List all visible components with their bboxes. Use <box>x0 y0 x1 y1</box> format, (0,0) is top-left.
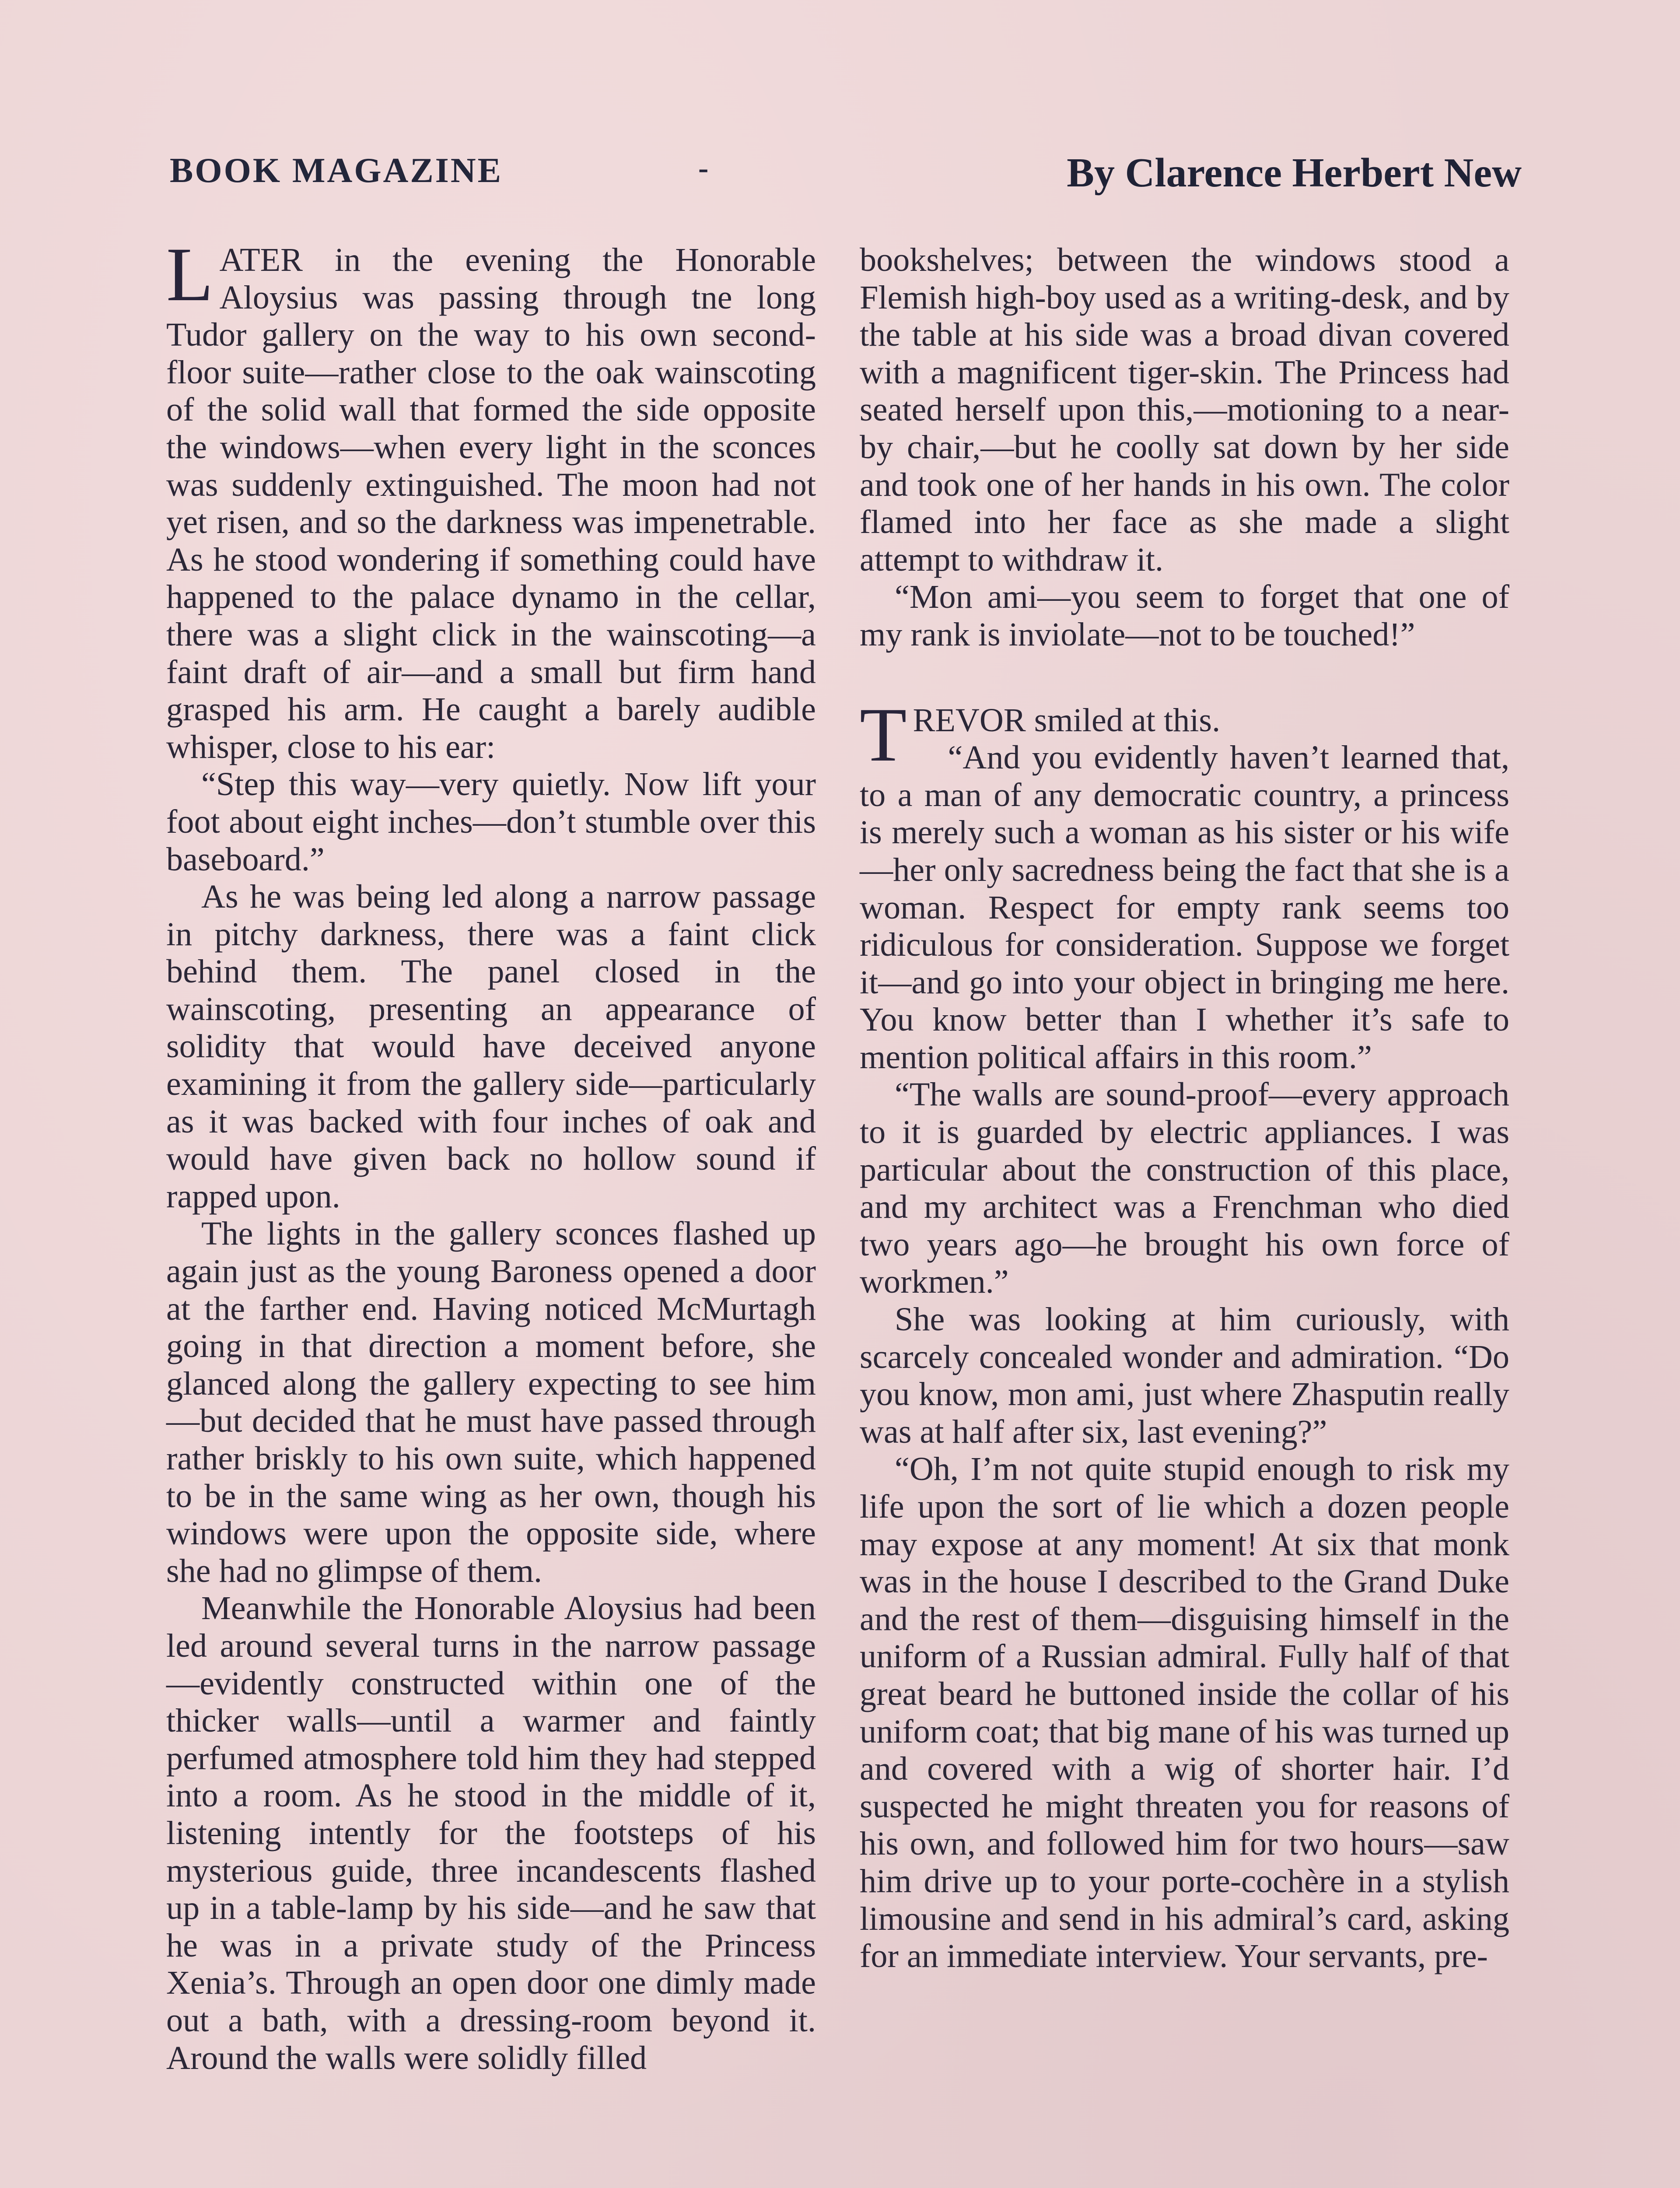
header-separator: - <box>698 151 709 185</box>
drop-cap: L <box>166 232 214 317</box>
section-break <box>860 654 1509 702</box>
paragraph: As he was being led along a narrow passage in pitchy darkness, there was a faint click behind them. The panel closed in the wainscoting, presenting an appearance of solidity that would have deceived anyone examining it from the gallery side—particularly as it was backed with four inches of oak and would have given back no hollow sound if rapped upon. <box>166 878 816 1215</box>
paragraph: She was looking at him curiously, with scarcely concealed wonder and admiration. “Do you know, mon ami, just where Zhasputin really was at half after six, last evening?” <box>860 1301 1509 1450</box>
running-header <box>170 151 1522 199</box>
paragraph: “Oh, I’m not quite stupid enough to risk my life upon the sort of lie which a dozen people may expose at any moment! At six that monk was in the house I described to the Grand Duke and the rest of them—disguising himself in the uniform of a Russian admiral. Fully half of that great beard he buttoned inside the collar of his uniform coat; that big mane of his was turned up and covered with a wig of shorter hair. I’d suspected he might threaten you for reasons of his own, and followed him for two hours—saw him drive up to your porte-cochère in a stylish limousine and send in his admiral’s card, asking for an immediate interview. Your servants, pre- <box>860 1451 1509 1975</box>
paragraph: The lights in the gallery sconces flashed up again just as the young Baroness opened a door at the farther end. Having noticed McMurtagh going in that direction a moment before, she glanced along the gallery expecting to see him—but decided that he must have passed through rather briskly to his own suite, which happened to be in the same wing as her own, though his windows were upon the opposite side, where she had no glimpse of them. <box>166 1215 816 1589</box>
paragraph: “Step this way—very quietly. Now lift your foot about eight inches—don’t stumble over this baseboard.” <box>166 766 816 878</box>
section-opening-paragraph <box>860 692 1509 1076</box>
paragraph-text: “And you evidently haven’t learned that, to a man of any democratic country, a princess is merely such a woman as his sister or his wife—her only sacredness being the fact that she is a woman. Respect for empty rank seems too ridiculous for consideration. Suppose we forget it—and go into your object in bringing me here. You know better than I whether it’s safe to mention political affairs in this room.” <box>860 739 1509 1076</box>
opening-paragraph <box>166 232 816 766</box>
paragraph: bookshelves; between the windows stood a Flemish high-boy used as a writing-desk, and by the table at his side was a broad divan covered with a magnificent tiger-skin. The Princess had seated herself upon this,—motioning to a near-by chair,—but he coolly sat down by her side and took one of her hands in his own. The color flamed into her face as she made a slight attempt to withdraw it. <box>860 242 1509 578</box>
drop-cap: T <box>860 692 907 778</box>
paragraph: “The walls are sound-proof—every approach to it is guarded by electric appliances. I was particular about the construction of this place, and my architect was a Frenchman who died two years ago—he brought his own force of workmen.” <box>860 1076 1509 1301</box>
author-byline: By Clarence Herbert New <box>1067 150 1522 196</box>
paragraph: Meanwhile the Honorable Aloysius had been led around several turns in the narrow passage—evidently constructed within one of the thicker walls—until a warmer and faintly perfumed atmosphere told him they had stepped into a room. As he stood in the middle of it, listening intently for the footsteps of his mysterious guide, three incandescents flashed up in a table-lamp by his side—and he saw that he was in a private study of the Princess Xenia’s. Through an open door one dimly made out a bath, with a dressing-room beyond it. Around the walls were solidly filled <box>166 1590 816 2076</box>
left-column <box>166 232 816 2077</box>
magazine-title: BOOK MAGAZINE <box>170 151 503 190</box>
paragraph: “Mon ami—you seem to forget that one of my rank is inviolate—not to be touched!” <box>860 579 1509 653</box>
paragraph-text: ATER in the evening the Honorable Aloysius was passing through tne long Tudor gallery on the way to his own second-floor suite—rather close to the oak wainscoting of the solid wall that formed the side opposite the windows—when every light in the sconces was suddenly extinguished. The moon had not yet risen, and so the darkness was impenetrable. As he stood wondering if something could have happened to the palace dynamo in the cellar, there was a slight click in the wainscoting—a faint draft of air—and a small but firm hand grasped his arm. He caught a barely audible whisper, close to his ear: <box>166 242 816 765</box>
paragraph-text: REVOR smiled at this. <box>913 701 1221 739</box>
right-column <box>860 242 1509 1975</box>
